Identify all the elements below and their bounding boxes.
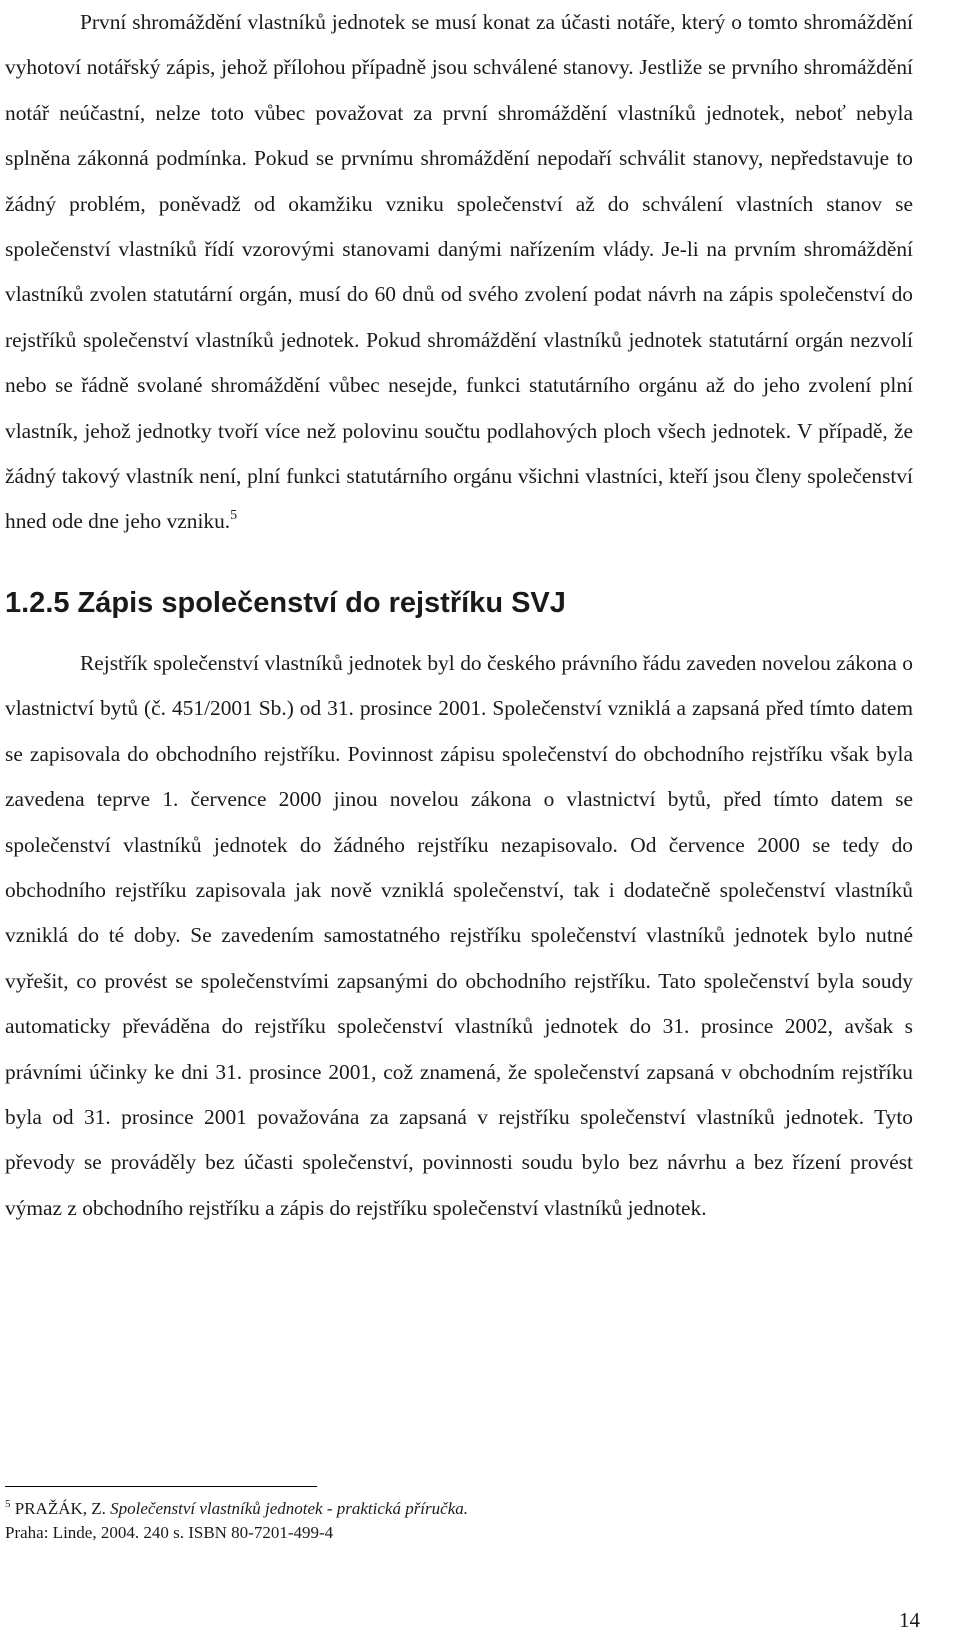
footnote-line-1 bbox=[5, 1497, 905, 1521]
section-heading: 1.2.5 Zápis společenství do rejstříku SVJ bbox=[5, 586, 566, 619]
footnote-author: PRAŽÁK, Z. bbox=[14, 1499, 106, 1518]
body-paragraph-1 bbox=[5, 0, 913, 545]
footnote-title: Společenství vlastníků jednotek - praktická příručka. bbox=[110, 1499, 468, 1518]
footnote-reference[interactable]: 5 bbox=[230, 508, 238, 524]
body-paragraph-2: Rejstřík společenství vlastníků jednotek byl do českého právního řádu zaveden novelou zákona o vlastnictví bytů (č. 451/2001 Sb.) od 31. prosince 2001. Společenství vzniklá a zapsaná před tímto datem se zapisovala do obchodního rejstříku. Povinnost zápisu společenství do obchodního rejstříku však byla zavedena teprve 1. července 2000 jinou novelou zákona o vlastnictví bytů, před tímto datem se společenství vlastníků jednotek do žádného rejstříku nezapisovalo. Od července 2000 se tedy do obchodního rejstříku zapisovala jak nově vzniklá společenství, tak i dodatečně společenství vlastníků vzniklá do té doby. Se zavedením samostatného rejstříku společenství vlastníků jednotek bylo nutné vyřešit, co provést se společenstvími zapsanými do obchodního rejstříku. Tato společenství byla soudy automaticky převáděna do rejstříku společenství vlastníků jednotek do 31. prosince 2002, avšak s právními účinky ke dni 31. prosince 2001, což znamená, že společenství zapsaná v obchodním rejstříku byla od 31. prosince 2001 považována za zapsaná v rejstříku společenství vlastníků jednotek. Tyto převody se prováděly bez účasti společenství, povinnosti soudu bylo bez návrhu a bez řízení provést výmaz z obchodního rejstříku a zápis do rejstříku společenství vlastníků jednotek. bbox=[5, 650, 913, 1220]
footnote-number: 5 bbox=[5, 1498, 11, 1510]
footnote-publication: Praha: Linde, 2004. 240 s. ISBN 80-7201-499-4 bbox=[5, 1523, 334, 1542]
footnote-separator bbox=[5, 1486, 317, 1487]
paragraph-1-text: První shromáždění vlastníků jednotek se musí konat za účasti notáře, který o tomto shromáždění vyhotoví notářský zápis, jehož přílohou případně jsou schválené stanovy. Jestliže se prvního shromáždění notář neúčastní, nelze toto vůbec považovat za první shromáždění vlastníků jednotek, neboť nebyla splněna zákonná podmínka. Pokud se prvnímu shromáždění nepodaří schválit stanovy, nepředstavuje to žádný problém, poněvadž od okamžiku vzniku společenství až do schválení vlastních stanov se společenství vlastníků řídí vzorovými stanovami danými nařízením vlády. Je-li na prvním shromáždění vlastníků zvolen statutární orgán, musí do 60 dnů od svého zvolení podat návrh na zápis společenství do rejstříků společenství vlastníků jednotek. Pokud shromáždění vlastníků jednotek statutární orgán nezvolí nebo se řádně svolané shromáždění vůbec nesejde, funkci statutárního orgánu až do jeho zvolení plní vlastník, jehož jednotky tvoří více než polovinu součtu podlahových ploch všech jednotek. V případě, že žádný takový vlastník není, plní funkci statutárního orgánu všichni vlastníci, kteří jsou členy společenství hned ode dne jeho vzniku. bbox=[5, 10, 913, 534]
document-page bbox=[5, 0, 913, 1231]
page-number: 14 bbox=[899, 1608, 920, 1632]
footnote bbox=[5, 1497, 905, 1545]
